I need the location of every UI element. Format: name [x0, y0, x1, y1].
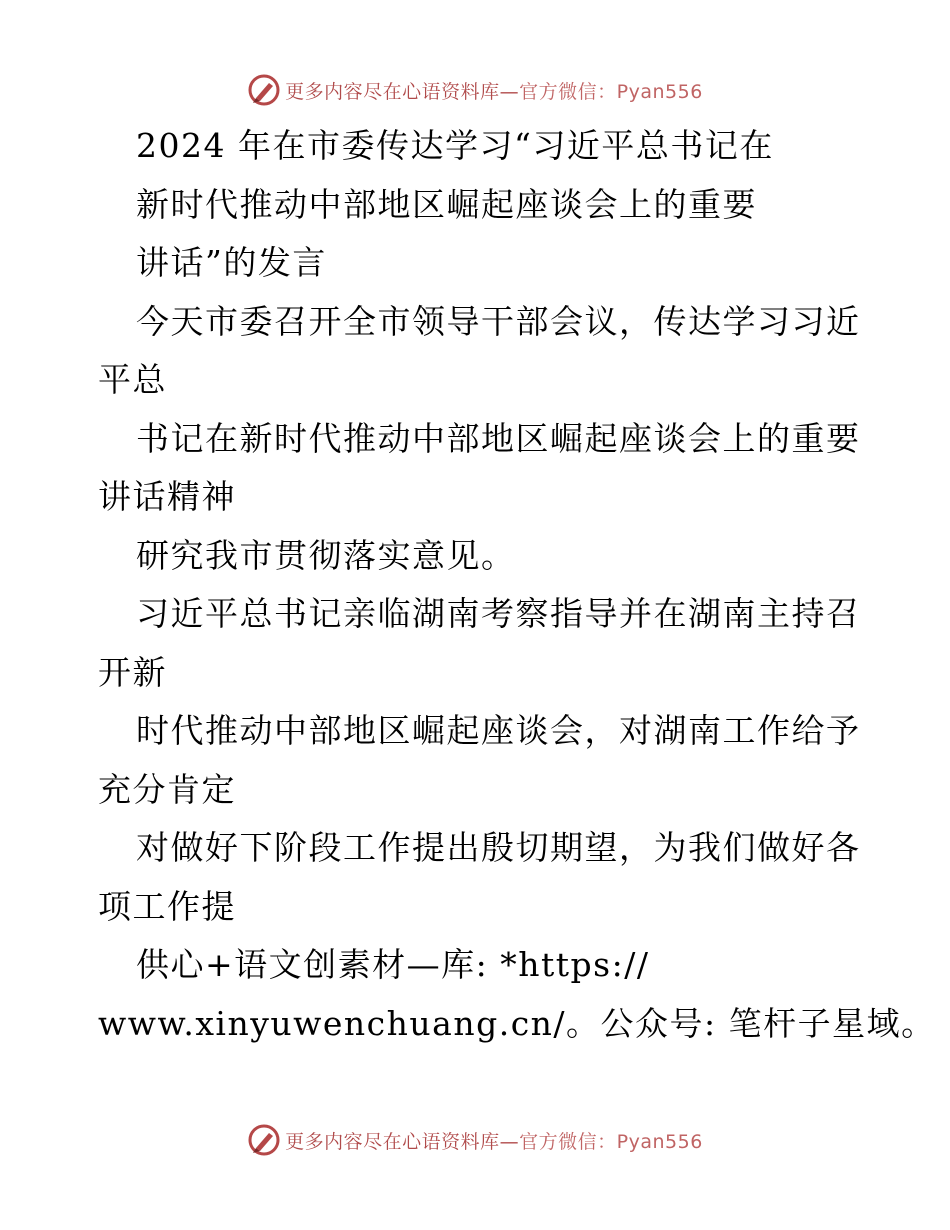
pen-logo-icon [247, 73, 281, 107]
document-line: 时代推动中部地区崛起座谈会，对湖南工作给予 [136, 711, 861, 750]
document-line: 习近平总书记亲临湖南考察指导并在湖南主持召 [136, 594, 861, 633]
document-line: 讲话精神 [98, 477, 236, 516]
watermark-banner-bottom [0, 1120, 950, 1160]
watermark-banner-top [0, 70, 950, 110]
document-line: 2024 年在市委传达学习“习近平总书记在 [136, 126, 774, 165]
document-line: 平总 [98, 360, 167, 399]
watermark-wechat: 官方微信：Pyan556 [519, 1130, 703, 1153]
watermark-site: 更多内容尽在心语资料库— [285, 80, 520, 103]
document-body [98, 117, 936, 1053]
document-line: 充分肯定 [98, 769, 236, 809]
document-line: 新时代推动中部地区崛起座谈会上的重要 [136, 184, 757, 224]
document-line: 对做好下阶段工作提出殷切期望，为我们做好各 [136, 828, 861, 867]
document-line: 供心+语文创素材—库: *https:// [136, 945, 650, 984]
document-line: 讲话”的发言 [136, 243, 327, 282]
watermark-wechat: 官方微信：Pyan556 [519, 80, 703, 103]
document-line: 书记在新时代推动中部地区崛起座谈会上的重要 [136, 418, 861, 458]
document-line: 研究我市贯彻落实意见。 [136, 535, 516, 575]
pen-logo-icon [247, 1123, 281, 1157]
watermark-site: 更多内容尽在心语资料库— [285, 1130, 520, 1153]
document-line: 开新 [98, 652, 167, 692]
document-line: 项工作提 [98, 886, 236, 926]
watermark-text [285, 1127, 703, 1154]
watermark-text [285, 77, 703, 104]
document-line: 今天市委召开全市领导干部会议，传达学习习近 [136, 301, 861, 341]
document-line: www.xinyuwenchuang.cn/。公众号: 笔杆子星域。 [98, 1003, 936, 1043]
